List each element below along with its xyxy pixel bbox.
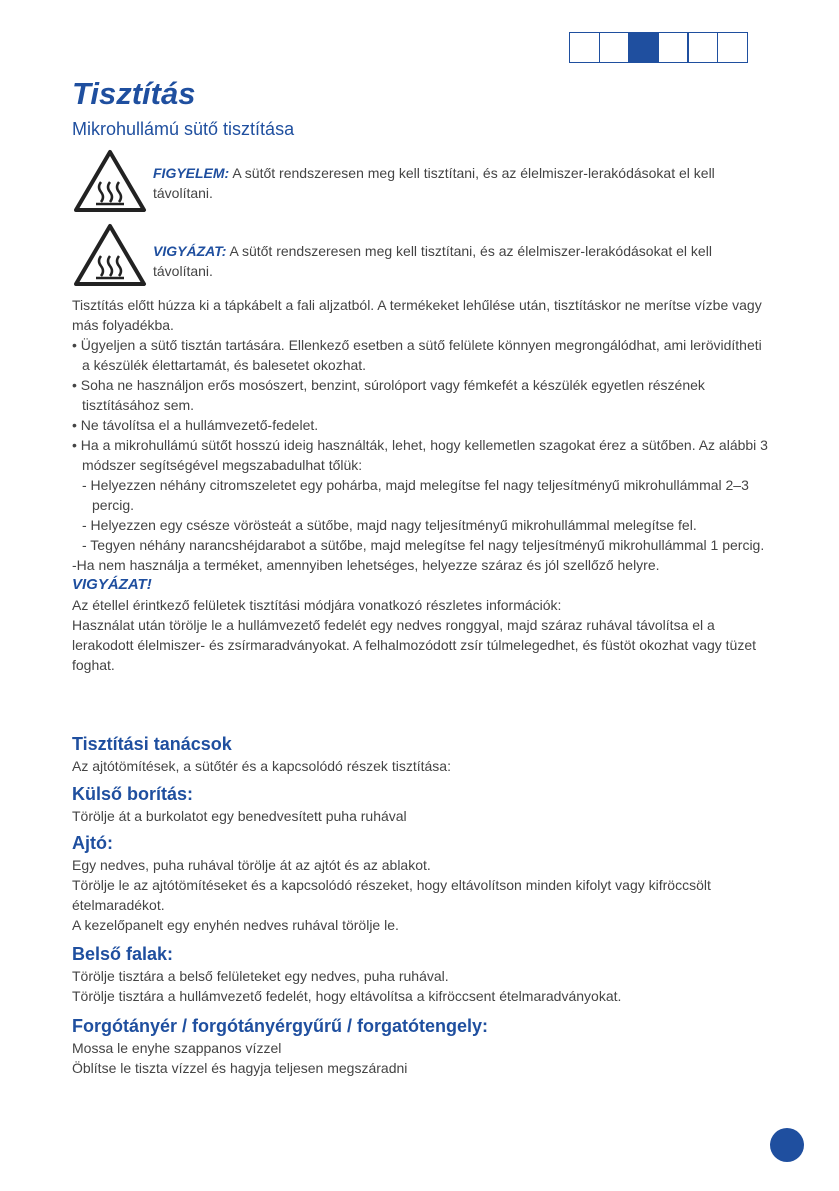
section-door <box>72 831 768 935</box>
caution-heading: VIGYÁZAT! <box>72 576 152 593</box>
warning-text <box>153 163 768 203</box>
caution-block <box>72 222 768 292</box>
warning-label: FIGYELEM: <box>153 165 230 181</box>
page-number-marker <box>770 1128 804 1162</box>
list-item: • Ne távolítsa el a hullámvezető-fedelet. <box>72 417 319 433</box>
warning-block <box>72 148 768 218</box>
section-line: A kezelőpanelt egy enyhén nedves ruhával törölje le. <box>72 917 399 933</box>
warning-body: A sütőt rendszeresen meg kell tisztítani, és az élelmiszer-lerakódásokat el kell távolítani. <box>153 165 715 201</box>
section-line: Mossa le enyhe szappanos vízzel <box>72 1040 282 1056</box>
sub-list-item: - Helyezzen néhány citromszeletet egy pohárba, majd melegítse fel nagy teljesítményű mikrohullámmal 2–3 percig. <box>82 477 749 513</box>
section-turntable <box>72 1014 768 1078</box>
chapter-tabs <box>569 32 748 63</box>
chapter-tab <box>717 32 748 63</box>
section-line: Törölje tisztára a belső felületeket egy nedves, puha ruhával. <box>72 968 449 984</box>
hot-surface-icon <box>72 148 148 214</box>
section-line: Az ajtótömítések, a sütőtér és a kapcsolódó részek tisztítása: <box>72 758 451 774</box>
caution-text <box>153 241 768 281</box>
caution-body: A sütőt rendszeresen meg kell tisztítani, és az élelmiszer-lerakódásokat el kell távolítani. <box>153 243 712 279</box>
chapter-tab <box>687 32 718 63</box>
list-item: • Ha a mikrohullámú sütőt hosszú ideig használták, lehet, hogy kellemetlen szagokat érez a sütőben. Az alábbi 3 módszer segítségével megszabadulhat tőlük: <box>72 437 768 473</box>
section-interior <box>72 942 768 1006</box>
caution-label: VIGYÁZAT: <box>153 243 227 259</box>
sub-list-item: - Tegyen néhány narancshéjdarabot a sütőbe, majd melegítse fel nagy teljesítményű mikrohullámmal 1 percig. <box>82 537 765 553</box>
chapter-tab <box>658 32 689 63</box>
section-tips <box>72 732 768 776</box>
section-line: Törölje át a burkolatot egy benedvesített puha ruhával <box>72 808 407 824</box>
section-heading: Tisztítási tanácsok <box>72 734 232 754</box>
intro-paragraph: Tisztítás előtt húzza ki a tápkábelt a fali aljzatból. A termékeket lehűlése után, tisztításkor ne merítse vízbe vagy más folyadékba. <box>72 297 762 333</box>
chapter-tab <box>569 32 600 63</box>
section-heading: Ajtó: <box>72 833 113 853</box>
section-heading: Forgótányér / forgótányérgyűrű / forgatótengely: <box>72 1016 489 1036</box>
chapter-tab-active <box>628 32 659 63</box>
section-line: Egy nedves, puha ruhával törölje át az ajtót és az ablakot. <box>72 857 431 873</box>
sub-list-item: - Helyezzen egy csésze vörösteát a sütőbe, majd nagy teljesítményű mikrohullámmal melegítse fel. <box>82 517 697 533</box>
caution-line: Használat után törölje le a hullámvezető fedelét egy nedves ronggyal, majd száraz ruhával távolítsa el a lerakodott élelmiszer- és zsírmaradványokat. A felhalmozódott zsír túlmelegedhet, és füstöt okozhat vagy tüzet foghat. <box>72 617 757 673</box>
section-exterior <box>72 782 768 826</box>
list-item: • Soha ne használjon erős mosószert, benzint, súrolóport vagy fémkefét a készülék egyetlen részének tisztításához sem. <box>72 377 705 413</box>
section-line: Törölje le az ajtótömítéseket és a kapcsolódó részeket, hogy eltávolítson minden kifolyt vagy kifröccsölt ételmaradékot. <box>72 877 711 913</box>
page-subtitle: Mikrohullámú sütő tisztítása <box>72 119 295 139</box>
hot-surface-icon <box>72 222 148 288</box>
chapter-tab <box>599 32 630 63</box>
section-heading: Külső borítás: <box>72 784 194 804</box>
cleaning-instructions <box>72 295 768 675</box>
list-item: • Ügyeljen a sütő tisztán tartására. Ellenkező esetben a sütő felülete könnyen megrongálódhat, ami lerövidítheti a készülék élettartamát, és balesetet okozhat. <box>72 337 762 373</box>
section-line: Öblítse le tiszta vízzel és hagyja teljesen megszáradni <box>72 1060 408 1076</box>
section-line: Törölje tisztára a hullámvezető fedelét, hogy eltávolítsa a kifröccsent ételmaradványokat. <box>72 988 622 1004</box>
sub-list-item: -Ha nem használja a terméket, amennyiben lehetséges, helyezze száraz és jól szellőző helyre. <box>72 557 660 573</box>
section-heading: Belső falak: <box>72 944 174 964</box>
page-title: Tisztítás <box>72 76 196 111</box>
caution-line: Az étellel érintkező felületek tisztítási módjára vonatkozó részletes információk: <box>72 597 562 613</box>
